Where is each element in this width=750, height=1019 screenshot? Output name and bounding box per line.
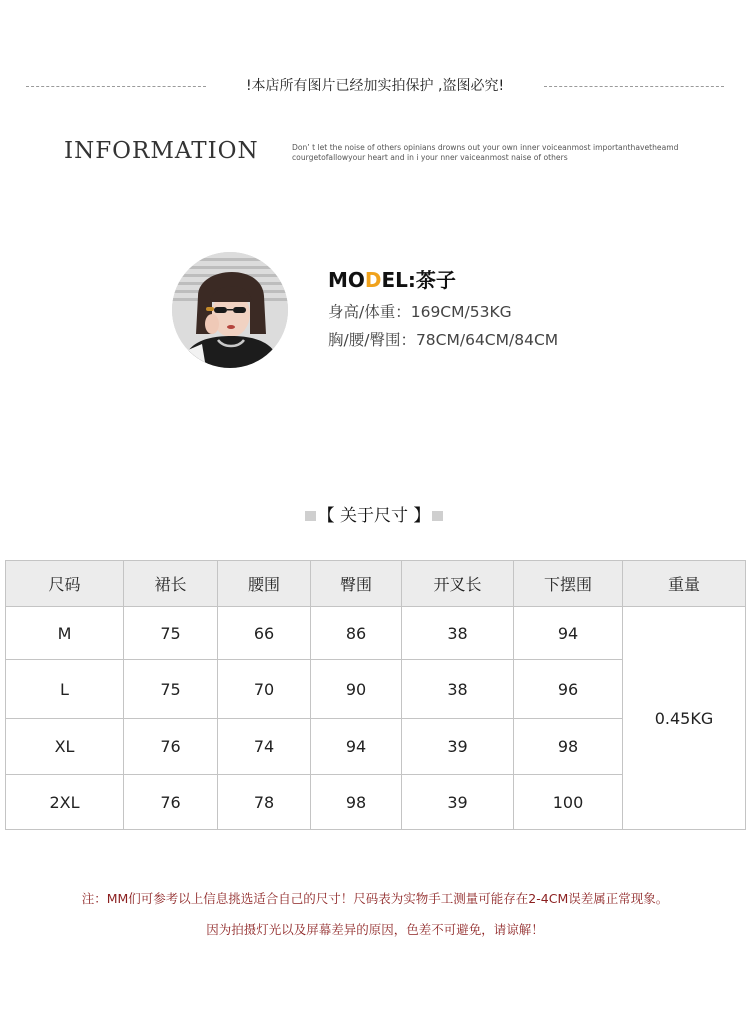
size-cell: L xyxy=(6,660,124,719)
header-skirt-length: 裙长 xyxy=(124,561,218,607)
model-name xyxy=(328,266,456,294)
notice-divider-left xyxy=(26,86,206,87)
model-avatar xyxy=(172,252,288,368)
waist-cell: 74 xyxy=(218,719,311,775)
copyright-notice xyxy=(0,76,750,96)
size-cell: 2XL xyxy=(6,775,124,830)
waist-cell: 70 xyxy=(218,660,311,719)
size-note: 注：MM们可参考以上信息挑选适合自己的尺寸！尺码表为实物手工测量可能存在2-4CM误差属正常现象。 xyxy=(81,891,669,906)
header-waist: 腰围 xyxy=(218,561,311,607)
slit-length-cell: 38 xyxy=(402,607,514,660)
hem-cell: 96 xyxy=(514,660,623,719)
size-table xyxy=(5,560,746,830)
hem-cell: 100 xyxy=(514,775,623,830)
notice-divider-right xyxy=(544,86,724,87)
information-title: INFORMATION xyxy=(64,138,259,164)
hem-cell: 98 xyxy=(514,719,623,775)
size-table-header-row xyxy=(6,561,746,607)
hem-cell: 94 xyxy=(514,607,623,660)
waist-cell: 66 xyxy=(218,607,311,660)
header-hem: 下摆围 xyxy=(514,561,623,607)
skirt-length-cell: 76 xyxy=(124,719,218,775)
notice-text: !本店所有图片已经加实拍保护 ,盗图必究! xyxy=(245,78,505,94)
size-section-heading xyxy=(305,505,443,527)
slit-length-cell: 38 xyxy=(402,660,514,719)
slit-length-cell: 39 xyxy=(402,719,514,775)
information-subtitle-line2: courgetofallowyour heart and in i your nner vaiceanmost naise of others xyxy=(292,153,568,162)
size-cell: M xyxy=(6,607,124,660)
information-subtitle-line1: Don’ t let the noise of others opinians drowns out your own inner voiceanmost importanthavetheamd xyxy=(292,143,679,152)
weight-cell: 0.45KG xyxy=(623,607,746,830)
information-subtitle xyxy=(292,143,712,163)
header-size: 尺码 xyxy=(6,561,124,607)
model-avatar-illustration xyxy=(172,252,288,368)
hip-cell: 86 xyxy=(311,607,402,660)
model-label-part2: EL: xyxy=(381,268,416,292)
skirt-length-cell: 76 xyxy=(124,775,218,830)
header-hip: 臀围 xyxy=(311,561,402,607)
model-label-highlight: D xyxy=(364,268,382,292)
model-measurements: 胸/腰/臀围：78CM/64CM/84CM xyxy=(328,331,559,349)
model-label-part1: MO xyxy=(328,268,365,292)
skirt-length-cell: 75 xyxy=(124,607,218,660)
hip-cell: 90 xyxy=(311,660,402,719)
hip-cell: 94 xyxy=(311,719,402,775)
hip-cell: 98 xyxy=(311,775,402,830)
color-note: 因为拍摄灯光以及屏幕差异的原因，色差不可避免，请谅解！ xyxy=(206,922,544,937)
model-name-value: 茶子 xyxy=(415,268,456,292)
size-cell: XL xyxy=(6,719,124,775)
header-slit-length: 开叉长 xyxy=(402,561,514,607)
size-heading-text: 【 关于尺寸 】 xyxy=(317,506,431,526)
header-weight: 重量 xyxy=(623,561,746,607)
slit-length-cell: 39 xyxy=(402,775,514,830)
skirt-length-cell: 75 xyxy=(124,660,218,719)
waist-cell: 78 xyxy=(218,775,311,830)
model-height-weight: 身高/体重：169CM/53KG xyxy=(328,303,512,321)
table-row xyxy=(6,607,746,660)
